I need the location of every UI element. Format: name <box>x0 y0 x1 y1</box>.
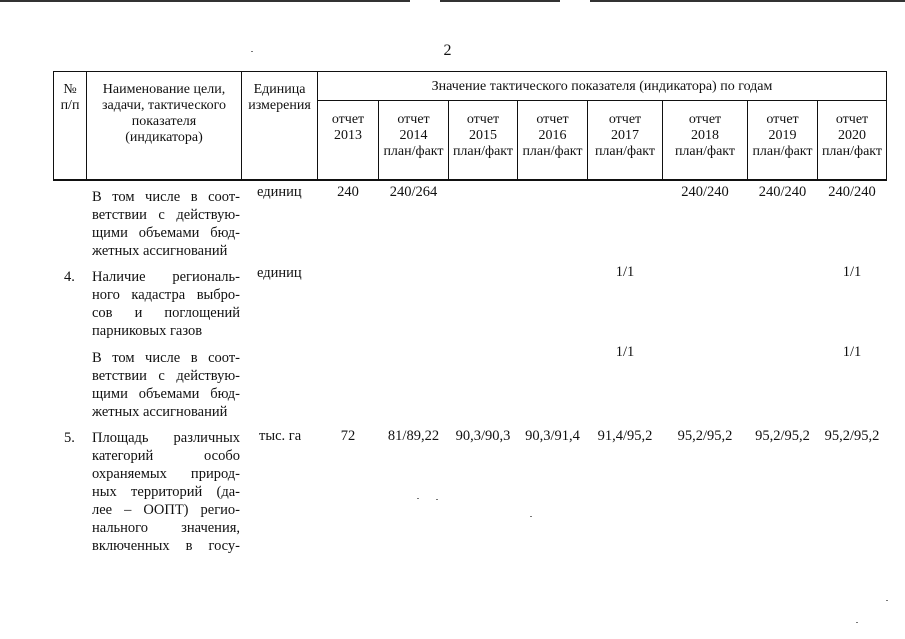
header-no: № п/п <box>60 82 80 113</box>
header-year-2016: отчет 2016 план/факт <box>522 112 583 159</box>
value-2014: 240/264 <box>389 184 438 200</box>
header-year-2014: отчет 2014 план/факт <box>383 112 444 159</box>
row-name: В том числе в соот- ветствии с действую- щими объемами бюд- жетных ассигнований <box>92 189 240 259</box>
table-top-border <box>53 71 887 72</box>
row-name: В том числе в соот- ветствии с действую- щими объемами бюд- жетных ассигнований <box>92 350 240 420</box>
scan-edge <box>0 0 905 3</box>
value-2019: 240/240 <box>758 184 807 200</box>
row-name: Наличие региональ- ного кадастра выбро- сов и поглощений парниковых газов <box>92 269 240 339</box>
header-unit: Единица измерения <box>248 82 311 113</box>
scan-speck <box>251 51 253 52</box>
page-number: 2 <box>443 42 452 59</box>
value-2013: 240 <box>337 184 359 200</box>
value-2017: 91,4/95,2 <box>597 428 653 444</box>
value-2020: 1/1 <box>842 344 862 360</box>
header-year-2013: отчет 2013 <box>331 112 365 143</box>
value-2015: 90,3/90,3 <box>455 428 511 444</box>
value-2019: 95,2/95,2 <box>755 428 810 444</box>
scan-speck <box>856 622 858 623</box>
value-2018: 95,2/95,2 <box>677 428 733 444</box>
value-2020: 240/240 <box>828 184 876 200</box>
col-line-11 <box>886 71 887 181</box>
value-2020: 1/1 <box>842 264 862 280</box>
header-year-2018: отчет 2018 план/факт <box>674 112 736 159</box>
row-number: 5. <box>64 430 75 446</box>
scan-speck <box>886 600 888 601</box>
years-divider <box>317 100 887 101</box>
value-2014: 81/89,22 <box>387 428 440 444</box>
value-2017: 1/1 <box>615 344 635 360</box>
header-year-2017: отчет 2017 план/факт <box>594 112 656 159</box>
row-unit: единиц <box>257 265 302 281</box>
row-unit: единиц <box>257 184 302 200</box>
value-2013: 72 <box>340 428 356 444</box>
value-2017: 1/1 <box>615 264 635 280</box>
value-2018: 240/240 <box>681 184 729 200</box>
scan-speck <box>436 499 438 500</box>
header-bottom-border <box>53 179 887 181</box>
row-name: Площадь различных категорий особо охраняемых природ- ных территорий (да- лее – ООПТ) регио- нального значения, включенных в госу- <box>92 430 240 554</box>
header-year-2015: отчет 2015 план/факт <box>452 112 514 159</box>
row-unit: тыс. га <box>259 428 302 444</box>
scan-speck <box>417 498 419 499</box>
header-year-2020: отчет 2020 план/факт <box>821 112 883 159</box>
header-values-title: Значение тактического показателя (индикатора) по годам <box>431 79 773 94</box>
header-name: Наименование цели, задачи, тактического показателя (индикатора) <box>101 82 227 145</box>
value-2020: 95,2/95,2 <box>824 428 880 444</box>
value-2016: 90,3/91,4 <box>525 428 580 444</box>
scan-speck <box>530 516 532 517</box>
row-number: 4. <box>64 269 75 285</box>
header-year-2019: отчет 2019 план/факт <box>752 112 813 159</box>
